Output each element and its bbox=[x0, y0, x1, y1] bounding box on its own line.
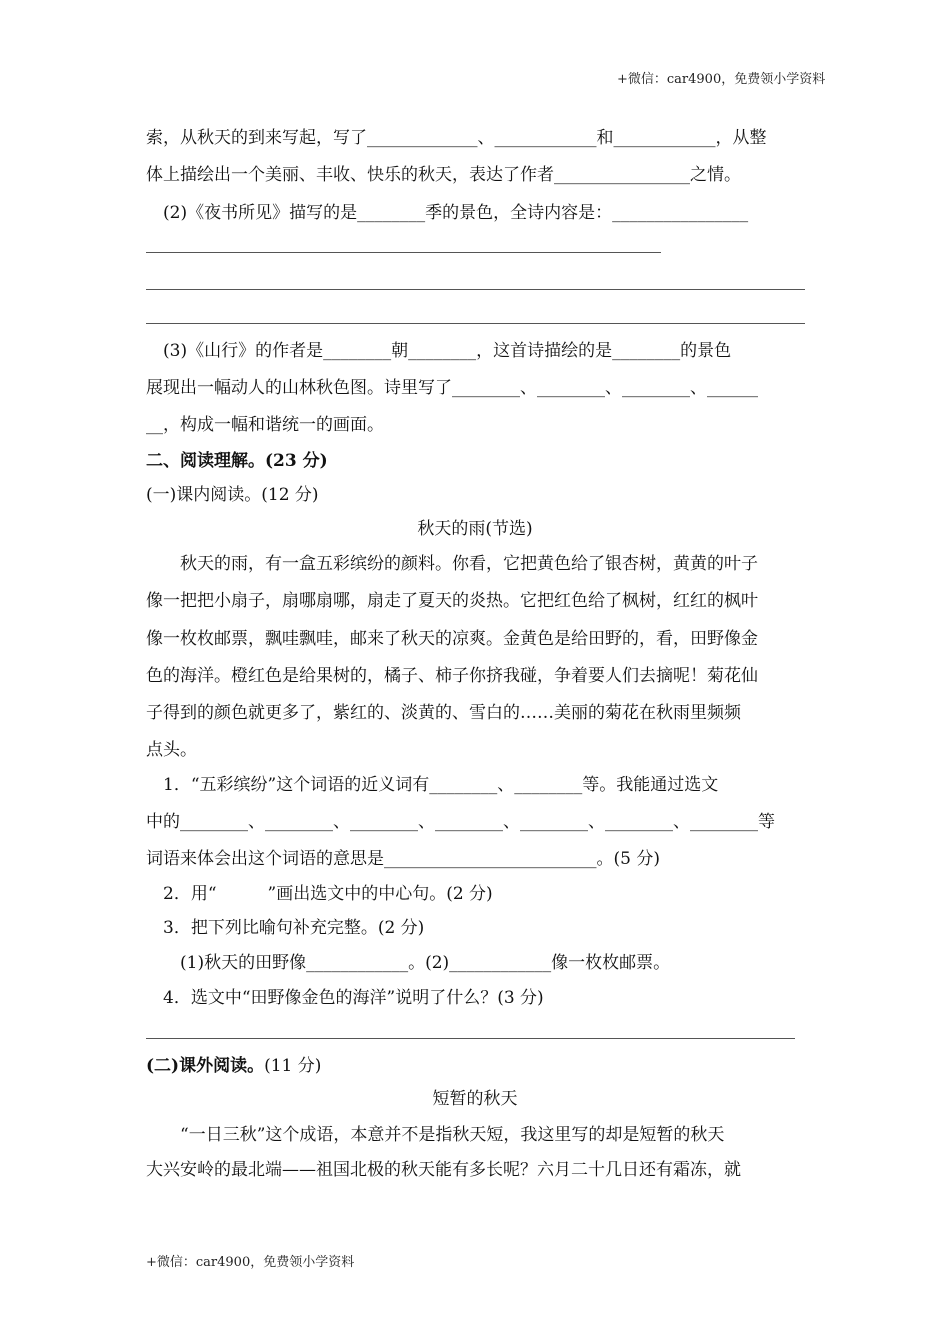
watermark-bottom: +微信：car4900，免费领小学资料 bbox=[146, 1255, 355, 1270]
answer-line bbox=[146, 289, 805, 290]
passage-line: 秋天的雨，有一盒五彩缤纷的颜料。你看，它把黄色给了银杏树，黄黄的叶子 bbox=[146, 554, 758, 574]
passage-line: 大兴安岭的最北端——祖国北极的秋天能有多长呢？六月二十几日还有霜冻，就 bbox=[146, 1160, 741, 1180]
passage-line: 像一把把小扇子，扇哪扇哪，扇走了夏天的炎热。它把红色给了枫树，红红的枫叶 bbox=[146, 591, 758, 611]
question-line: 2．用“ ”画出选文中的中心句。(2 分) bbox=[146, 884, 493, 904]
watermark-top: +微信：car4900，免费领小学资料 bbox=[617, 72, 826, 87]
section-heading: 二、阅读理解。(23 分) bbox=[146, 451, 328, 471]
question-line: 3．把下列比喻句补充完整。(2 分) bbox=[146, 918, 425, 938]
subsection-score: (11 分) bbox=[264, 1056, 322, 1076]
text-line: __，构成一幅和谐统一的画面。 bbox=[146, 415, 384, 435]
text-line: (2)《夜书所见》描写的是________季的景色，全诗内容是：________________ bbox=[146, 203, 749, 223]
answer-line bbox=[146, 1038, 795, 1039]
text-line: 展现出一幅动人的山林秋色图。诗里写了________、________、________、______ bbox=[146, 378, 758, 398]
subsection-label: (二)课外阅读。 bbox=[146, 1056, 265, 1076]
question-line: 中的________、________、________、________、________、________、________等 bbox=[146, 812, 775, 832]
passage-line: 色的海洋。橙红色是给果树的，橘子、柿子你挤我碰，争着要人们去摘呢！菊花仙 bbox=[146, 666, 758, 686]
text-line: (3)《山行》的作者是________朝________，这首诗描绘的是________的景色 bbox=[146, 341, 732, 361]
text-line: 体上描绘出一个美丽、丰收、快乐的秋天，表达了作者________________之情。 bbox=[146, 165, 741, 185]
subsection-heading: (一)课内阅读。(12 分) bbox=[146, 485, 319, 505]
passage-title: 秋天的雨(节选) bbox=[417, 519, 533, 539]
passage-line: 像一枚枚邮票，飘哇飘哇，邮来了秋天的凉爽。金黄色是给田野的，看，田野像金 bbox=[146, 629, 758, 649]
text-line: 索，从秋天的到来写起，写了_____________、____________和____________，从整 bbox=[146, 128, 767, 148]
subsection-heading bbox=[146, 1054, 321, 1078]
question-line: 1．“五彩缤纷”这个词语的近义词有________、________等。我能通过选文 bbox=[146, 775, 719, 795]
passage-line: 子得到的颜色就更多了，紫红的、淡黄的、雪白的……美丽的菊花在秋雨里频频 bbox=[146, 703, 741, 723]
answer-line bbox=[146, 323, 805, 324]
passage-line: 点头。 bbox=[146, 740, 197, 760]
answer-line bbox=[146, 252, 661, 253]
question-line: 4．选文中“田野像金色的海洋”说明了什么？(3 分) bbox=[146, 988, 544, 1008]
question-line: 词语来体会出这个词语的意思是_________________________。(5 分) bbox=[146, 849, 660, 869]
question-line: (1)秋天的田野像____________。(2)____________像一枚枚邮票。 bbox=[146, 953, 671, 973]
passage-title: 短暂的秋天 bbox=[432, 1089, 518, 1109]
passage-line: “一日三秋”这个成语，本意并不是指秋天短，我这里写的却是短暂的秋天 bbox=[146, 1125, 725, 1145]
